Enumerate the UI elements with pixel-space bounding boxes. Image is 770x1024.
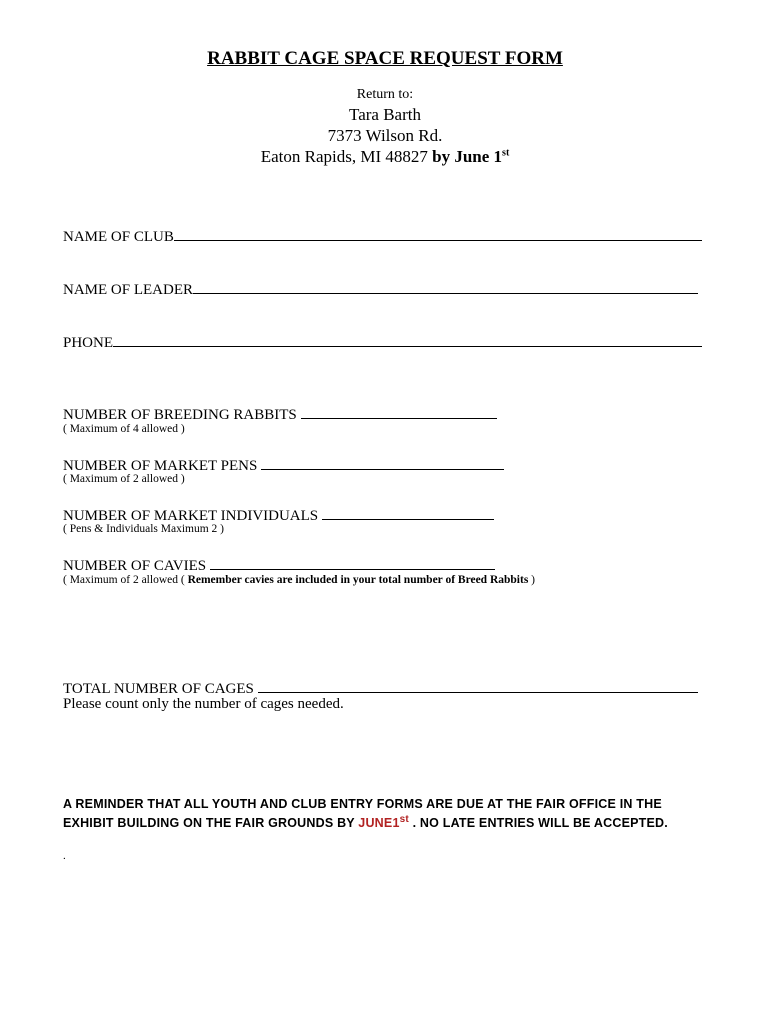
address-city-line [0,147,770,167]
total-cages-input-line[interactable] [258,678,698,693]
phone-field [63,332,702,352]
address-city: Eaton Rapids, MI 48827 [260,147,428,166]
market-pens-field [63,455,504,475]
phone-input-line[interactable] [113,332,702,347]
address-street: 7373 Wilson Rd. [327,126,443,145]
breeding-note: ( Maximum of 4 allowed ) [63,423,185,435]
reminder-text: A REMINDER THAT ALL YOUTH AND CLUB ENTRY FORMS ARE DUE AT THE FAIR OFFICE IN THE EXHIBIT BUILDING ON THE FAIR GROUNDS BY JUNE1st . NO LATE ENTRIES WILL BE ACCEPTED. [63,797,668,830]
market-individuals-input-line[interactable] [322,505,494,520]
breeding-label: NUMBER OF BREEDING RABBITS [63,407,297,423]
phone-label: PHONE [63,335,114,351]
total-cages-field [63,678,698,698]
market-pens-note: ( Maximum of 2 allowed ) [63,473,185,485]
deadline-highlight: JUNE1st [358,813,409,830]
leader-input-line[interactable] [193,279,698,294]
cavies-reminder: Remember cavies are included in your total number of Breed Rabbits [187,574,529,586]
cavies-note: ( Maximum of 2 allowed ( Remember cavies are included in your total number of Breed Rabbits ) [63,574,536,586]
address-name: Tara Barth [349,105,421,124]
market-individuals-note: ( Pens & Individuals Maximum 2 ) [63,523,224,535]
trailing-dot: . [63,850,66,862]
cavies-field [63,555,495,575]
leader-field [63,279,698,299]
market-individuals-label: NUMBER OF MARKET INDIVIDUALS [63,508,319,524]
form-title: RABBIT CAGE SPACE REQUEST FORM [207,48,563,69]
club-input-line[interactable] [174,226,702,241]
breeding-field [63,404,497,424]
market-individuals-field [63,505,494,525]
leader-label: NAME OF LEADER [63,282,193,298]
return-to-label: Return to: [356,87,414,102]
market-pens-label: NUMBER OF MARKET PENS [63,458,258,474]
club-field [63,226,702,246]
total-cages-note: Please count only the number of cages needed. [63,696,344,712]
cavies-input-line[interactable] [210,555,495,570]
breeding-input-line[interactable] [301,404,497,419]
deadline: by June 1st [432,147,510,166]
market-pens-input-line[interactable] [261,455,504,470]
cavies-label: NUMBER OF CAVIES [63,558,207,574]
club-label: NAME OF CLUB [63,229,174,245]
total-cages-label: TOTAL NUMBER OF CAGES [63,681,254,697]
